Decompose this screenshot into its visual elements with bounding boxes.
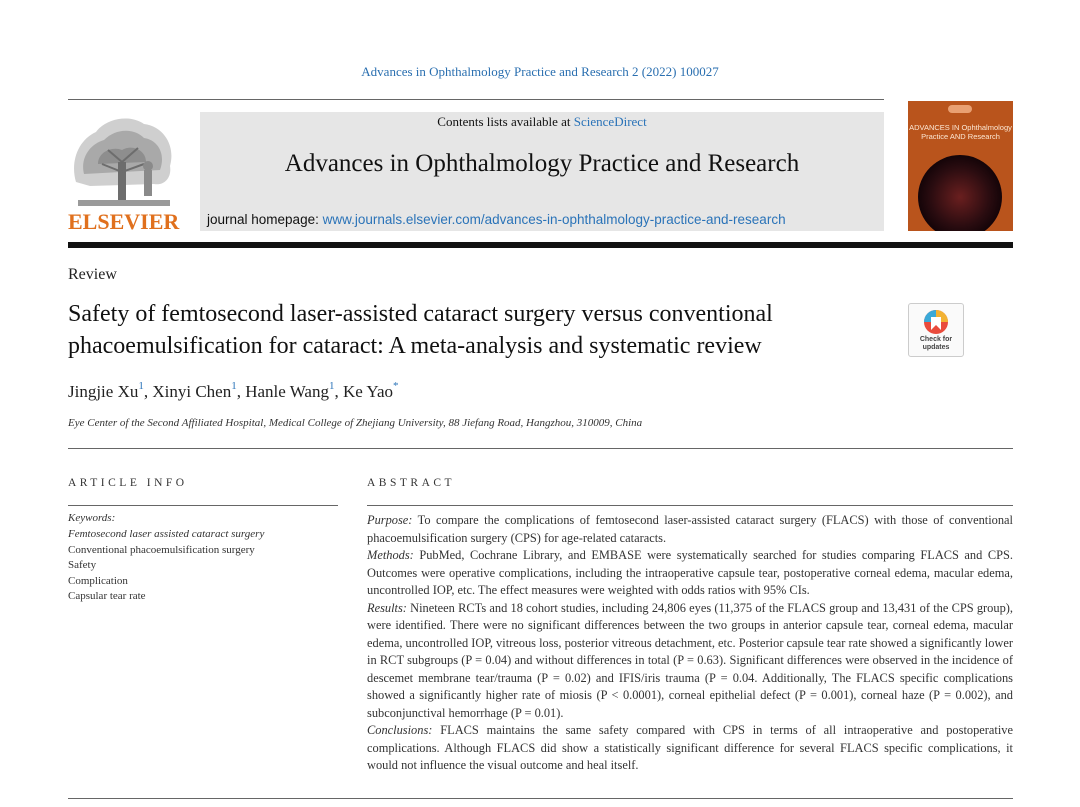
abstract-purpose [367, 512, 1013, 547]
contents-line [200, 114, 884, 130]
check-for-updates-label: Check for updates [919, 336, 953, 351]
header-thick-rule [68, 242, 1013, 248]
article-type: Review [68, 266, 117, 283]
purpose-text: To compare the complications of femtosecond laser-assisted cataract surgery (FLACS) with those of conventional phacoemulsification surgery (CPS) for age-related cataracts. [367, 513, 1013, 545]
results-text: Nineteen RCTs and 18 cohort studies, including 24,806 eyes (11,375 of the FLACS group and 13,431 of the CPS group), were identified. There were no significant differences between the two groups in anterior capsule tear, corneal edema, macular edema, uncontrolled IOP, vitreous loss, posterior vitreous detachment, etc. Posterior capsule tear rate showed a significantly lower in RCT subgroups (P = 0.04) and without differences in total (P = 0.63). Significant differences were observed in the incidence of descemet membrane tear/trauma (P = 0.02) and IFIS/iris trauma (P = 0.04. Additionally, The FLACS specific complications showed a significantly higher rate of miosis (P < 0.0001), corneal epithelial defect (P = 0.001), corneal haze (P = 0.002), and subconjunctival hemorrhage (P = 0.01). [367, 600, 1013, 720]
keyword-item: Capsular tear rate [68, 590, 146, 602]
journal-citation[interactable]: Advances in Ophthalmology Practice and Research 2 (2022) 100027 [361, 64, 719, 79]
article-title: Safety of femtosecond laser-assisted cataract surgery versus conventional phacoemulsification for cataract: A meta-analysis and systematic review [68, 301, 773, 359]
keyword-item: Safety [68, 559, 97, 571]
check-for-updates-button[interactable] [908, 303, 964, 357]
sciencedirect-link[interactable]: ScienceDirect [573, 114, 647, 129]
keyword-item: Femtosecond laser assisted cataract surgery [68, 528, 265, 540]
publisher-logo-text: ELSEVIER [68, 209, 180, 234]
abstract-results [367, 600, 1013, 723]
author-name[interactable]: Xinyi Chen [152, 382, 232, 401]
title-divider [68, 448, 1013, 449]
keyword-item: Conventional phacoemulsification surgery [68, 543, 255, 556]
results-label: Results: [367, 600, 407, 615]
elsevier-tree-logo [68, 112, 178, 210]
author-name[interactable]: Hanle Wang [245, 382, 329, 401]
cover-art [908, 101, 1013, 231]
author-list: Jingjie Xu$^1$, Xinyi Chen$^1$, Hanle Wang$^1$, Ke Yao* [68, 380, 399, 401]
bottom-divider [68, 798, 1013, 799]
conclusions-label: Conclusions: [367, 723, 433, 737]
author-mark[interactable]: 1 [231, 380, 237, 392]
author-mark[interactable]: * [393, 380, 399, 392]
keyword-item: Complication [68, 574, 128, 587]
keywords-label: Keywords: [68, 512, 116, 524]
journal-title: Advances in Ophthalmology Practice and Research [284, 150, 800, 177]
abstract-rule [367, 505, 1013, 506]
author-mark[interactable]: 1 [138, 380, 144, 392]
abstract-methods [367, 547, 1013, 600]
article-info-heading: ARTICLE INFO [68, 477, 188, 489]
homepage-link[interactable]: www.journals.elsevier.com/advances-in-ophthalmology-practice-and-research [322, 212, 786, 227]
journal-homepage [207, 212, 786, 227]
article-info-rule [68, 505, 338, 506]
author-mark[interactable]: 1 [328, 380, 335, 392]
cover-title: ADVANCES IN Ophthalmology Practice AND Research [909, 123, 1012, 141]
purpose-label: Purpose: [367, 513, 413, 527]
author-name[interactable]: Ke Yao [342, 382, 394, 401]
check-for-updates-icon [922, 308, 950, 336]
top-divider [68, 99, 884, 100]
contents-prefix: Contents lists available at [437, 114, 571, 129]
homepage-label: journal homepage: [207, 212, 319, 227]
conclusions-text: FLACS maintains the same safety compared with CPS in terms of all intraoperative and postoperative complications. Although FLACS did show a statistically significant difference for several FLACS specific complications, it would not influence the visual outcome and heal itself. [367, 723, 1013, 772]
abstract-body [367, 512, 1013, 775]
methods-label: Methods: [367, 548, 414, 562]
abstract-heading: ABSTRACT [367, 477, 456, 489]
keyword-list [68, 527, 264, 605]
journal-cover[interactable] [908, 101, 1013, 231]
affiliation: Eye Center of the Second Affiliated Hospital, Medical College of Zhejiang University, 88 Jiefang Road, Hangzhou, 310009, China [68, 417, 643, 429]
methods-text: PubMed, Cochrane Library, and EMBASE were systematically searched for studies comparing FLACS and CPS. Outcomes were operative complications, including the intraoperative capsule tear, postoperative corneal edema, macular edema, uncontrolled IOP, etc. The effect measures were weighted with odds ratios with 95% CIs. [367, 548, 1013, 597]
author-name[interactable]: Jingjie Xu [68, 382, 139, 401]
abstract-conclusions [367, 722, 1013, 775]
